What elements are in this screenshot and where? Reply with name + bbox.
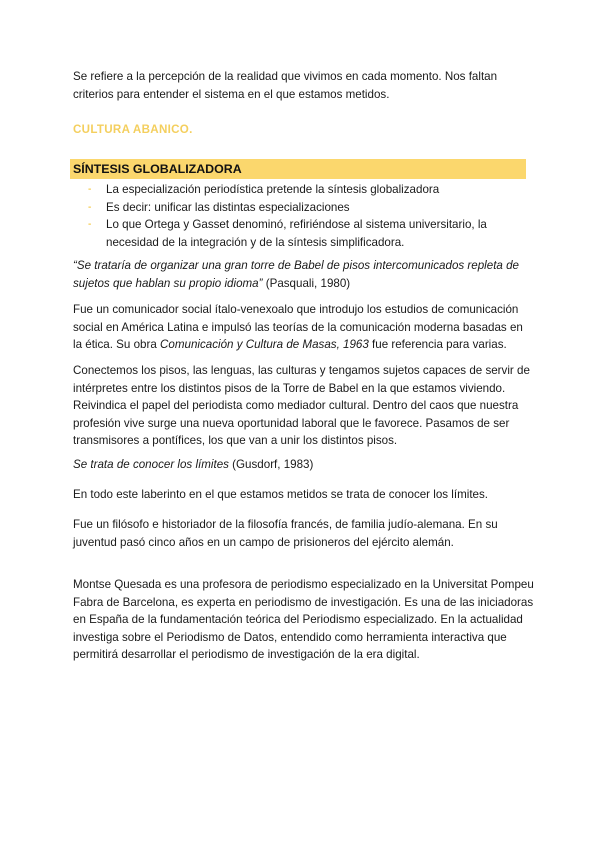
heading-cultura-abanico: CULTURA ABANICO. <box>73 123 193 136</box>
work-title: Comunicación y Cultura de Masas, 1963 <box>160 338 369 352</box>
quote-gusdorf <box>73 456 535 474</box>
list-item: - Es decir: unificar las distintas especializaciones <box>88 199 508 217</box>
quote-text: “Se trataría de organizar una gran torre de Babel de pisos intercomunicados repleta de sujetos que hablan su propio idioma” <box>73 259 519 290</box>
bullet-dash-icon: - <box>88 219 92 231</box>
paragraph-pasquali: Fue un comunicador social ítalo-venexoalo que introdujo los estudios de comunicación social en América Latina e impulsó las teorías de la comunicación moderna basadas en la ética. Su obra Comunicación y Cultura de Masas, 1963 fue referencia para varias. <box>73 303 523 352</box>
quote-text: Se trata de conocer los límites <box>73 458 229 471</box>
paragraph-quesada: Montse Quesada es una profesora de periodismo especializado en la Universitat Pompeu Fabra de Barcelona, es experta en periodismo de investigación. Es una de las iniciadoras en España de la fundamentación teórica del Periodismo especializado. En la actualidad investiga sobre el Periodismo de Datos, entendido como herramienta interactiva que permitirá desarrollar el periodismo de investigación de la era digital. <box>73 578 534 662</box>
quote-pasquali <box>73 257 535 292</box>
paragraph-babel: Conectemos los pisos, las lenguas, las culturas y tengamos sujetos capaces de servir de intérpretes entre los distintos pisos de la Torre de Babel en la que estamos viviendo. Reivindica el papel del periodista como mediador cultural. Dentro del caos que nuestra profesión vive surge una nueva oportunidad laboral que le favorece. Pasamos de ser transmisores a pontífices, los que van a unir los distintos pisos. <box>73 364 530 448</box>
quote-citation: (Pasquali, 1980) <box>262 276 351 290</box>
paragraph-gusdorf: Fue un filósofo e historiador de la filosofía francés, de familia judío-alemana. En su juventud pasó cinco años en un campo de prisioneros del ejército alemán. <box>73 518 498 549</box>
bullet-dash-icon: - <box>88 201 92 213</box>
heading-sintesis-globalizadora: SÍNTESIS GLOBALIZADORA <box>73 162 242 176</box>
bullet-list <box>88 181 508 251</box>
quote-citation: (Gusdorf, 1983) <box>228 458 314 471</box>
intro-paragraph: Se refiere a la percepción de la realidad que vivimos en cada momento. Nos faltan criterios para entender el sistema en el que estamos metidos. <box>73 70 498 101</box>
list-item: - Lo que Ortega y Gasset denominó, refiriéndose al sistema universitario, la necesidad de la integración y de la síntesis simplificadora. <box>88 218 487 249</box>
paragraph-laberinto: En todo este laberinto en el que estamos metidos se trata de conocer los límites. <box>73 488 489 501</box>
bullet-dash-icon: - <box>88 184 92 195</box>
list-item: - La especialización periodística pretende la síntesis globalizadora <box>88 181 508 199</box>
